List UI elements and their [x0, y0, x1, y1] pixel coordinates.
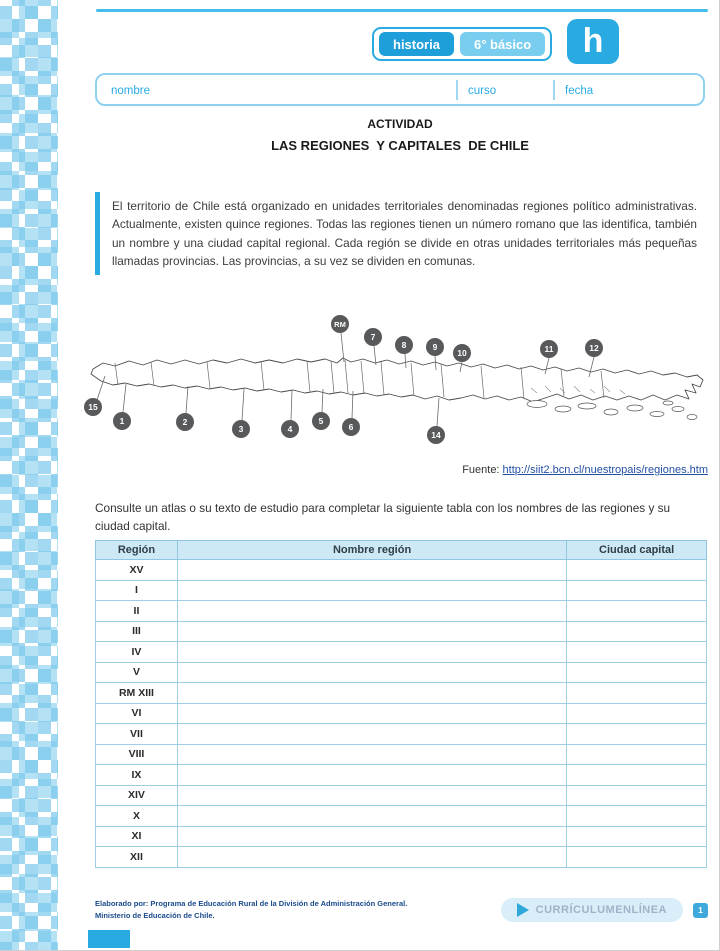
region-roman: VIII — [96, 744, 178, 765]
southern-islands — [527, 401, 697, 420]
ciudad-capital-cell[interactable] — [567, 724, 707, 745]
ciudad-capital-cell[interactable] — [567, 806, 707, 827]
table-row — [96, 744, 707, 765]
region-marker-10: 10 — [453, 344, 471, 362]
table-row — [96, 806, 707, 827]
table-row — [96, 724, 707, 745]
history-logo — [567, 19, 619, 64]
course-label: curso — [468, 84, 497, 97]
subject-badge: historia — [379, 32, 454, 56]
credit-text: Elaborado por: Programa de Educación Rural de la División de Administración General. Ministerio de Educación de Chile. — [95, 899, 408, 920]
name-label: nombre — [111, 84, 150, 97]
nombre-region-cell[interactable] — [177, 724, 566, 745]
region-roman: V — [96, 662, 178, 683]
bottom-blue-bar — [88, 930, 130, 948]
ciudad-capital-cell[interactable] — [567, 560, 707, 581]
header-region: Región — [96, 541, 178, 560]
nombre-region-cell[interactable] — [177, 662, 566, 683]
region-roman: RM XIII — [96, 683, 178, 704]
ciudad-capital-cell[interactable] — [567, 621, 707, 642]
nombre-region-cell[interactable] — [177, 847, 566, 868]
table-row — [96, 683, 707, 704]
grade-badge: 6° básico — [460, 32, 545, 56]
nombre-region-cell[interactable] — [177, 683, 566, 704]
region-roman: IV — [96, 642, 178, 663]
source-label: Fuente: — [462, 464, 503, 476]
regions-table — [95, 540, 707, 868]
ciudad-capital-cell[interactable] — [567, 580, 707, 601]
region-marker-11: 11 — [540, 340, 558, 358]
curriculum-logo-icon — [517, 903, 529, 917]
ciudad-capital-cell[interactable] — [567, 601, 707, 622]
region-marker-12: 12 — [585, 339, 603, 357]
instruction-paragraph: Consulte un atlas o su texto de estudio para completar la siguiente tabla con los nombres de las regiones y su ciudad capital. — [95, 501, 671, 533]
ciudad-capital-cell[interactable] — [567, 785, 707, 806]
region-marker-3: 3 — [232, 420, 250, 438]
region-marker-7: 7 — [364, 328, 382, 346]
table-row — [96, 847, 707, 868]
chile-map — [85, 312, 713, 464]
region-marker-9: 9 — [426, 338, 444, 356]
region-marker-6: 6 — [342, 418, 360, 436]
ciudad-capital-cell[interactable] — [567, 765, 707, 786]
nombre-region-cell[interactable] — [177, 601, 566, 622]
date-label: fecha — [565, 84, 594, 97]
table-row — [96, 662, 707, 683]
table-row — [96, 703, 707, 724]
student-info-bar — [95, 73, 705, 106]
history-logo-letter: h — [582, 22, 604, 60]
date-field[interactable] — [555, 81, 703, 99]
region-roman: XV — [96, 560, 178, 581]
activity-kicker: ACTIVIDAD — [367, 117, 433, 131]
ciudad-capital-cell[interactable] — [567, 847, 707, 868]
region-marker-5: 5 — [312, 412, 330, 430]
region-roman: XII — [96, 847, 178, 868]
chile-map-outline — [85, 312, 713, 464]
region-roman: VII — [96, 724, 178, 745]
course-field[interactable] — [458, 81, 553, 99]
region-roman: III — [96, 621, 178, 642]
nombre-region-cell[interactable] — [177, 703, 566, 724]
region-marker-4: 4 — [281, 420, 299, 438]
nombre-region-cell[interactable] — [177, 621, 566, 642]
chile-mainland-shape — [91, 358, 703, 402]
region-roman: XIV — [96, 785, 178, 806]
ciudad-capital-cell[interactable] — [567, 683, 707, 704]
table-row — [96, 785, 707, 806]
region-roman: VI — [96, 703, 178, 724]
table-row — [96, 621, 707, 642]
source-link[interactable]: http://siit2.bcn.cl/nuestropais/regiones.htm — [502, 464, 708, 476]
nombre-region-cell[interactable] — [177, 580, 566, 601]
nombre-region-cell[interactable] — [177, 785, 566, 806]
table-row — [96, 560, 707, 581]
map-source — [95, 464, 708, 476]
table-row — [96, 601, 707, 622]
header-ciudad-capital: Ciudad capital — [567, 541, 707, 560]
subject-grade-badge — [372, 27, 552, 61]
region-marker-1: 1 — [113, 412, 131, 430]
intro-paragraph: El territorio de Chile está organizado en unidades territoriales denominadas regiones político administrativas. Actualmente, existen quince regiones. Todas las regiones tienen un número romano que las identifica, también un nombre y una ciudad capital regional. Cada región se divide en otras unidades territoriales más pequeñas llamadas provincias. Las provincias, a su vez se dividen en comunas. — [95, 192, 701, 275]
brand-wordmark: CURRÍCULUMENLÍNEA — [535, 904, 667, 916]
decorative-mosaic-border — [0, 0, 58, 951]
region-marker-14: 14 — [427, 426, 445, 444]
page-title — [95, 117, 705, 153]
table-row — [96, 826, 707, 847]
curriculum-en-linea-brand — [501, 898, 683, 922]
nombre-region-cell[interactable] — [177, 826, 566, 847]
header-nombre-region: Nombre región — [177, 541, 566, 560]
region-marker-rm: RM — [331, 315, 349, 333]
region-roman: X — [96, 806, 178, 827]
nombre-region-cell[interactable] — [177, 560, 566, 581]
page-number-badge: 1 — [693, 903, 708, 918]
nombre-region-cell[interactable] — [177, 765, 566, 786]
nombre-region-cell[interactable] — [177, 744, 566, 765]
ciudad-capital-cell[interactable] — [567, 703, 707, 724]
region-roman: I — [96, 580, 178, 601]
name-field[interactable] — [97, 81, 456, 99]
ciudad-capital-cell[interactable] — [567, 662, 707, 683]
activity-title: LAS REGIONES Y CAPITALES DE CHILE — [271, 138, 529, 153]
table-row — [96, 765, 707, 786]
ciudad-capital-cell[interactable] — [567, 826, 707, 847]
top-divider-line — [96, 9, 708, 12]
table-row — [96, 580, 707, 601]
ciudad-capital-cell[interactable] — [567, 744, 707, 765]
nombre-region-cell[interactable] — [177, 806, 566, 827]
table-header-row — [96, 541, 707, 560]
region-roman: II — [96, 601, 178, 622]
region-marker-15: 15 — [84, 398, 102, 416]
table-row — [96, 642, 707, 663]
region-marker-8: 8 — [395, 336, 413, 354]
region-roman: XI — [96, 826, 178, 847]
region-marker-2: 2 — [176, 413, 194, 431]
ciudad-capital-cell[interactable] — [567, 642, 707, 663]
nombre-region-cell[interactable] — [177, 642, 566, 663]
page-footer — [95, 898, 708, 922]
region-roman: IX — [96, 765, 178, 786]
